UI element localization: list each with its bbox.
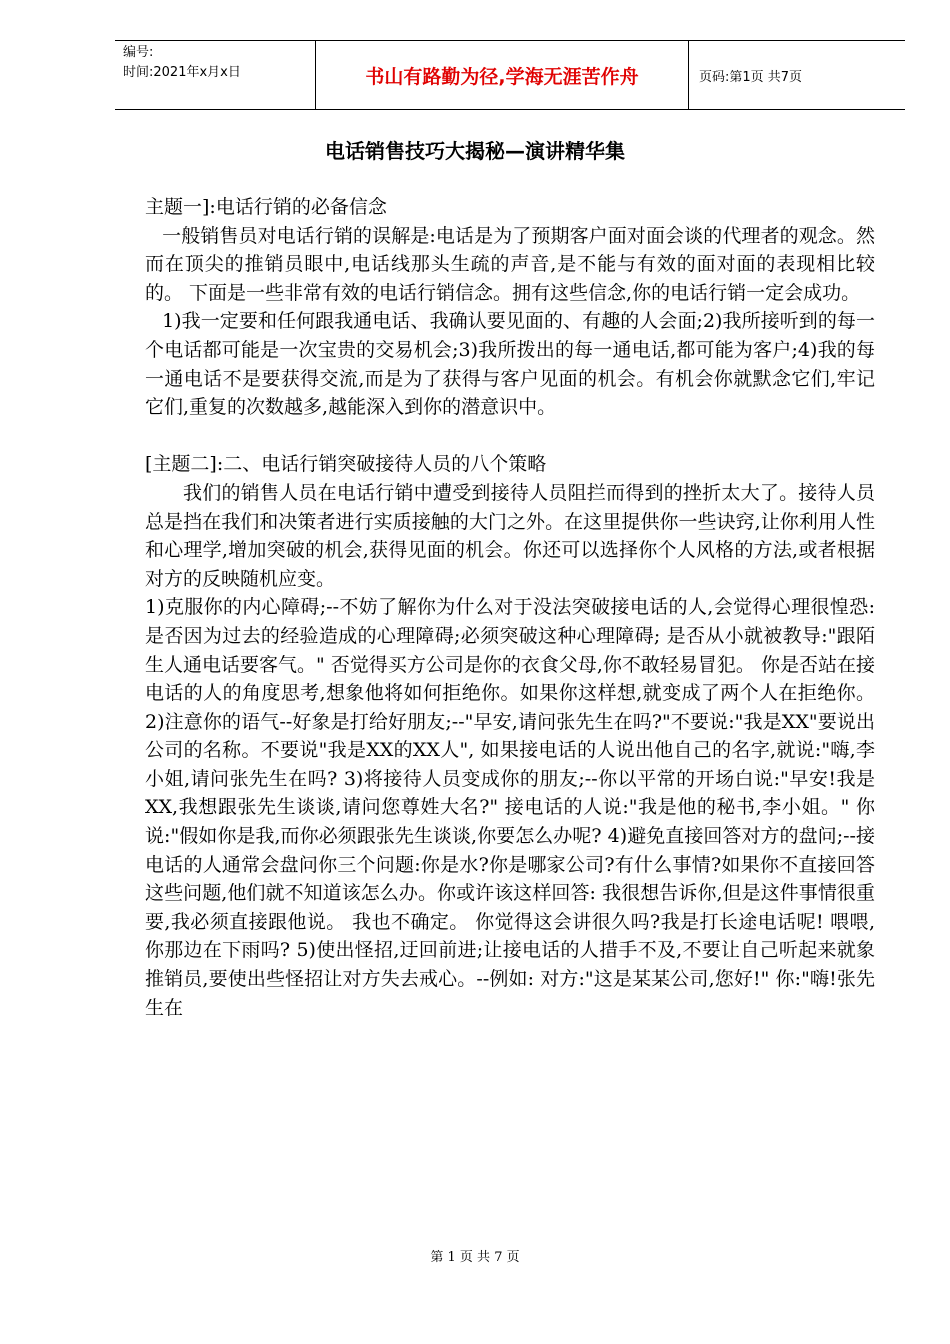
header-meta: [115, 41, 315, 109]
paragraph: 一般销售员对电话行销的误解是:电话是为了预期客户面对面会谈的代理者的观念。然而在顶尖的推销员眼中,电话线那头生疏的声音,是不能与有效的面对面的表现相比较的。 下面是一些非常有效的电话行销信念。拥有这些信念,你的电话行销一定会成功。: [145, 224, 875, 304]
number-label: 编号:: [123, 45, 154, 60]
document-title: 电话销售技巧大揭秘—演讲精华集: [325, 139, 625, 163]
document-header: [115, 40, 905, 110]
document-body: [145, 193, 875, 1022]
paragraph-gap: [145, 422, 875, 451]
paragraph: 我们的销售人员在电话行销中遭受到接待人员阻拦而得到的挫折太大了。接待人员总是挡在我们和决策者进行实质接触的大门之外。在这里提供你一些诀窍,让你利用人性和心理学,增加突破的机会,获得见面的机会。你还可以选择你个人风格的方法,或者根据对方的反映随机应变。: [145, 481, 875, 590]
time-label: 时间:2021年x月x日: [123, 65, 241, 80]
section-heading: 主题一]:电话行销的必备信念: [145, 196, 387, 218]
header-motto: 书山有路勤为径,学海无涯苦作舟: [315, 41, 689, 109]
paragraph: 1)我一定要和任何跟我通电话、我确认要见面的、有趣的人会面;2)我所接听到的每一个电话都可能是一次宝贵的交易机会;3)我所拨出的每一通电话,都可能为客户;4)我的每一通电话不是要获得交流,而是为了获得与客户见面的机会。有机会你就默念它们,牢记它们,重复的次数越多,越能深入到你的潜意识中。: [145, 310, 875, 419]
header-page-info: 页码:第1页 共7页: [699, 69, 803, 85]
page-footer: 第 1 页 共 7 页: [430, 1250, 520, 1265]
section-heading: [主题二]:二、电话行销突破接待人员的八个策略: [145, 453, 547, 476]
paragraph: 1)克服你的内心障碍;--不妨了解你为什么对于没法突破接电话的人,会觉得心理很惶恐:是否因为过去的经验造成的心理障碍;必须突破这种心理障碍; 是否从小就被教导:"跟陌生人通电话要客气。" 否觉得买方公司是你的衣食父母,你不敢轻易冒犯。 你是否站在接电话的人的角度思考,想象他将如何拒绝你。如果你这样想,就变成了两个人在拒绝你。 2)注意你的语气--好象是打给好朋友;--"早安,请问张先生在吗?"不要说:"我是XX"要说出公司的名称。不要说"我是XX的XX人", 如果接电话的人说出他自己的名字,就说:"嗨,李小姐,请问张先生在吗? 3)将接待人员变成你的朋友;--你以平常的开场白说:"早安!我是XX,我想跟张先生谈谈,请问您尊姓大名?" 接电话的人说:"我是他的秘书,李小姐。" 你说:"假如你是我,而你必须跟张先生谈谈,你要怎么办呢? 4)避免直接回答对方的盘问;--接电话的人通常会盘问你三个问题:你是水?你是哪家公司?有什么事情?如果你不直接回答这些问题,他们就不知道该怎么办。你或许该这样回答: 我很想告诉你,但是这件事情很重要,我必须直接跟他说。 我也不确定。 你觉得这会讲很久吗?我是打长途电话呢! 喂喂,你那边在下雨吗? 5)使出怪招,迂回前进;让接电话的人措手不及,不要让自己听起来就象推销员,要使出些怪招让对方失去戒心。--例如: 对方:"这是某某公司,您好!" 你:"嗨!张先生在: [145, 596, 875, 1019]
